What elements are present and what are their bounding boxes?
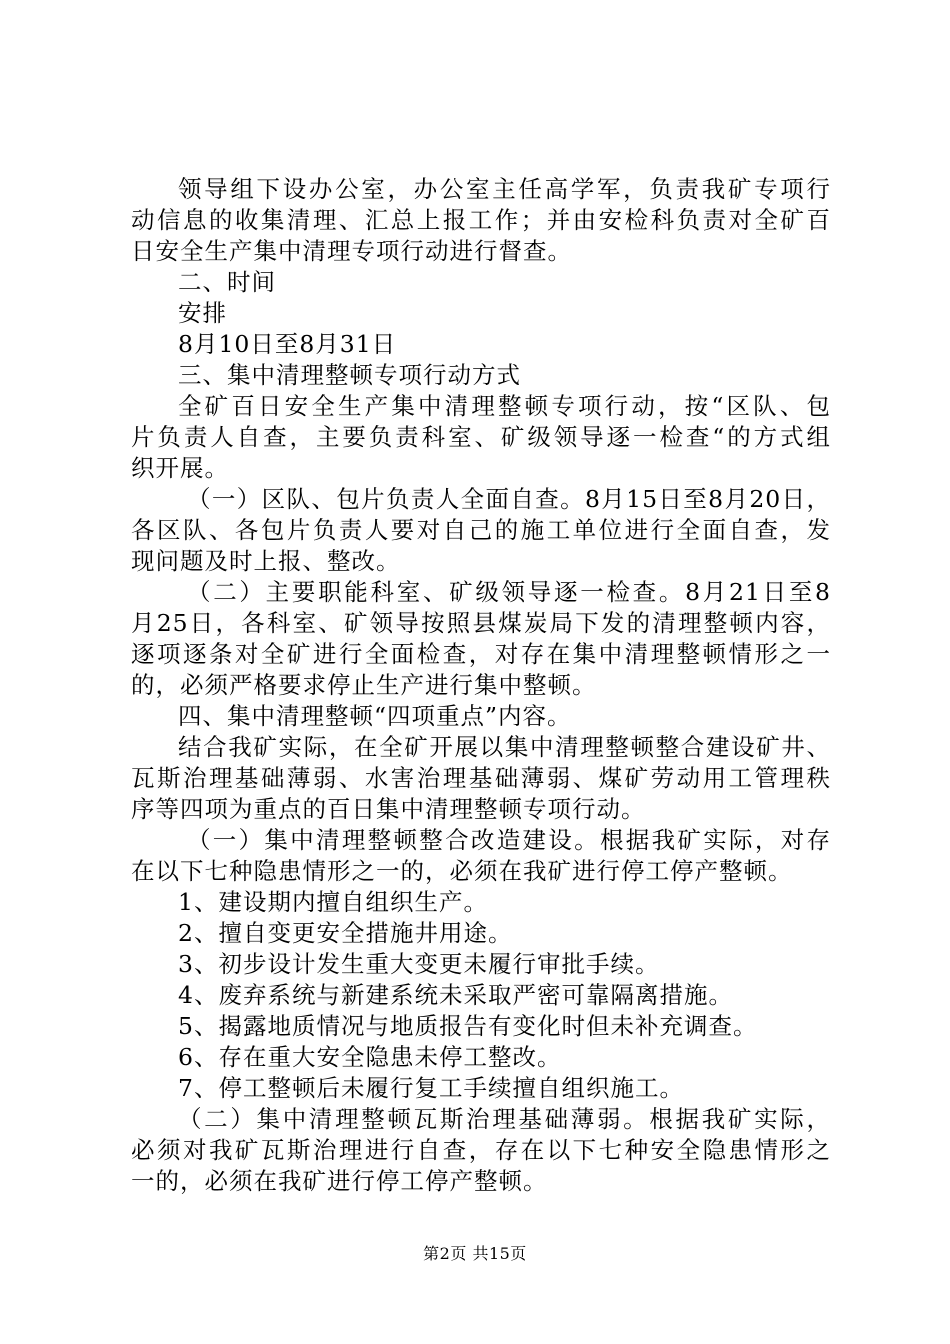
text-line: 瓦斯治理基础薄弱、水害治理基础薄弱、煤矿劳动用工管理秩: [131, 764, 831, 792]
page-footer: 第2页 共15页: [423, 1244, 527, 1263]
text-line: 动信息的收集清理、汇总上报工作；并由安检科负责对全矿百: [131, 206, 831, 234]
text-line: 1、建设期内擅自组织生产。: [178, 888, 488, 916]
text-line: 现问题及时上报、整改。: [131, 547, 401, 575]
text-line: 序等四项为重点的百日集中清理整顿专项行动。: [131, 795, 646, 823]
text-line: 三、集中清理整顿专项行动方式: [178, 361, 521, 389]
text-line: （一）区队、包片负责人全面自查。8月15日至8月20日，: [187, 485, 831, 513]
text-line: （二）主要职能科室、矿级领导逐一检查。8月21日至8: [187, 578, 831, 606]
document-body: [131, 174, 831, 1197]
text-line: 四、集中清理整顿“四项重点”内容。: [178, 702, 572, 730]
text-line: 各区队、各包片负责人要对自己的施工单位进行全面自查，发: [131, 516, 831, 544]
text-line: 5、揭露地质情况与地质报告有变化时但未补充调查。: [178, 1012, 758, 1040]
text-line: 7、停工整顿后未履行复工手续擅自组织施工。: [178, 1074, 684, 1102]
text-line: （二）集中清理整顿瓦斯治理基础薄弱。根据我矿实际，: [178, 1105, 831, 1133]
text-line: 的，必须严格要求停止生产进行集中整顿。: [131, 671, 597, 699]
text-line: 二、时间: [178, 268, 276, 296]
text-line: 全矿百日安全生产集中清理整顿专项行动，按“区队、包: [178, 392, 831, 420]
text-line: 片负责人自查，主要负责科室、矿级领导逐一检查“的方式组: [131, 423, 831, 451]
text-line: 月25日，各科室、矿领导按照县煤炭局下发的清理整顿内容，: [131, 609, 831, 637]
text-line: 6、存在重大安全隐患未停工整改。: [178, 1043, 562, 1071]
text-line: 3、初步设计发生重大变更未履行审批手续。: [178, 950, 660, 978]
text-line: 2、擅自变更安全措施井用途。: [178, 919, 513, 947]
text-line: 4、废弃系统与新建系统未采取严密可靠隔离措施。: [178, 981, 733, 1009]
text-line: 结合我矿实际，在全矿开展以集中清理整顿整合建设矿井、: [178, 733, 831, 761]
text-line: 8月10日至8月31日: [178, 330, 397, 358]
text-line: 在以下七种隐患情形之一的，必须在我矿进行停工停产整顿。: [131, 857, 793, 885]
text-line: 必须对我矿瓦斯治理进行自查，存在以下七种安全隐患情形之: [131, 1136, 831, 1164]
text-line: 安排: [178, 299, 227, 327]
text-line: （一）集中清理整顿整合改造建设。根据我矿实际，对存: [187, 826, 831, 854]
text-line: 领导组下设办公室，办公室主任高学军，负责我矿专项行: [178, 175, 831, 203]
text-line: 日安全生产集中清理专项行动进行督查。: [131, 237, 572, 265]
text-line: 一的，必须在我矿进行停工停产整顿。: [131, 1167, 548, 1195]
text-line: 织开展。: [131, 454, 229, 482]
text-line: 逐项逐条对全矿进行全面检查，对存在集中清理整顿情形之一: [131, 640, 831, 668]
